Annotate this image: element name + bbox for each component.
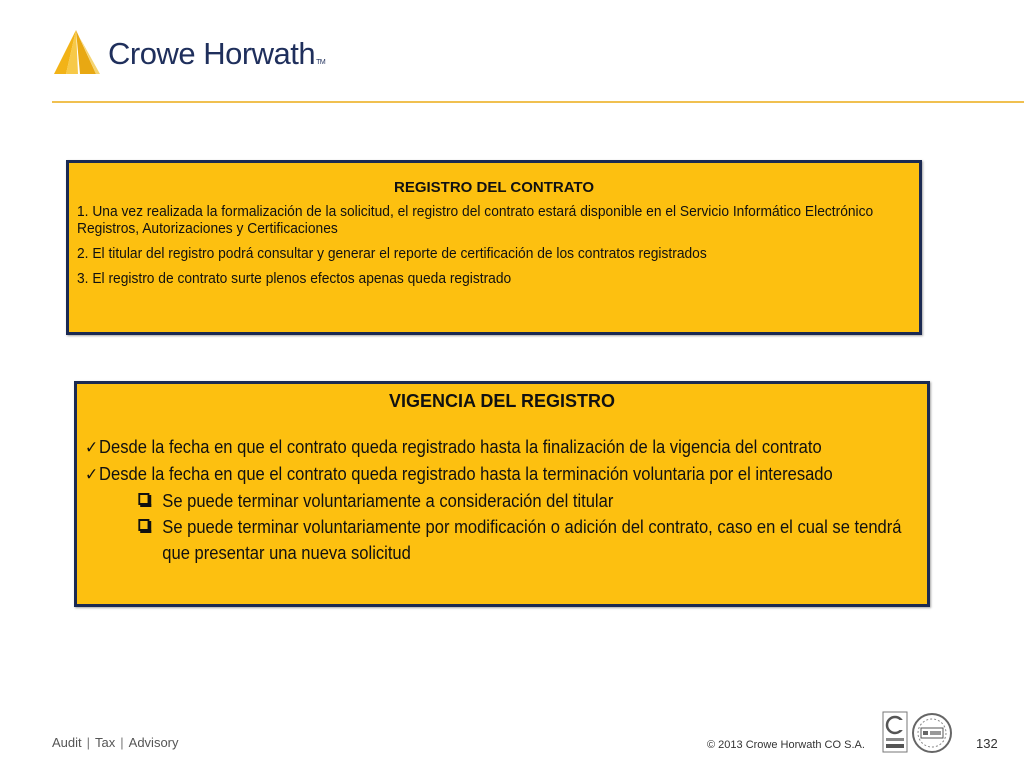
header-divider (52, 101, 1024, 103)
footer-service-advisory: Advisory (128, 735, 179, 750)
footer-services: Audit | Tax | Advisory (52, 735, 179, 750)
vigencia-title: VIGENCIA DEL REGISTRO (388, 391, 616, 411)
square-bullet-icon (138, 493, 149, 505)
square-bullet-icon (138, 519, 149, 531)
registro-item-2: 2. El titular del registro podrá consultar y generar el reporte de certificación de los contratos registrados (77, 245, 707, 262)
iso-certification-seal-icon (882, 711, 908, 753)
vigencia-sub-item-1: Se puede terminar voluntariamente a consideración del titular (85, 488, 922, 514)
checkmark-icon: ✓ (85, 465, 99, 484)
iqnet-seal-icon (910, 712, 954, 754)
vigencia-check-item-2: ✓Desde la fecha en que el contrato queda registrado hasta la terminación voluntaria por el interesado (85, 464, 833, 484)
copyright-text: © 2013 Crowe Horwath CO S.A. (707, 739, 865, 751)
registro-item-3: 3. El registro de contrato surte plenos efectos apenas queda registrado (77, 270, 512, 287)
vigencia-sub-item-2: Se puede terminar voluntariamente por modificación o adición del contrato, caso en el cual se tendrá que presentar una nueva solicitud (85, 514, 922, 566)
trademark-mark: TM (316, 59, 326, 66)
registro-item-1: 1. Una vez realizada la formalización de la solicitud, el registro del contrato estará disponible en el Servicio Informático Electrónico Registros, Autorizaciones y Certificaciones (77, 203, 874, 237)
page-number: 132 (976, 736, 998, 751)
vigencia-registro-box (74, 381, 930, 607)
crowe-horwath-logo (50, 28, 340, 88)
footer-service-tax: Tax (95, 735, 116, 750)
vigencia-check-item-1: ✓Desde la fecha en que el contrato queda registrado hasta la finalización de la vigencia del contrato (85, 437, 822, 457)
registro-contrato-box (66, 160, 922, 335)
registro-title: REGISTRO DEL CONTRATO (393, 179, 594, 196)
logo-wordmark: Crowe HorwathTM (108, 36, 326, 71)
crowe-logo-mark-icon (50, 28, 102, 76)
checkmark-icon: ✓ (85, 438, 99, 457)
footer-service-audit: Audit (52, 735, 82, 750)
